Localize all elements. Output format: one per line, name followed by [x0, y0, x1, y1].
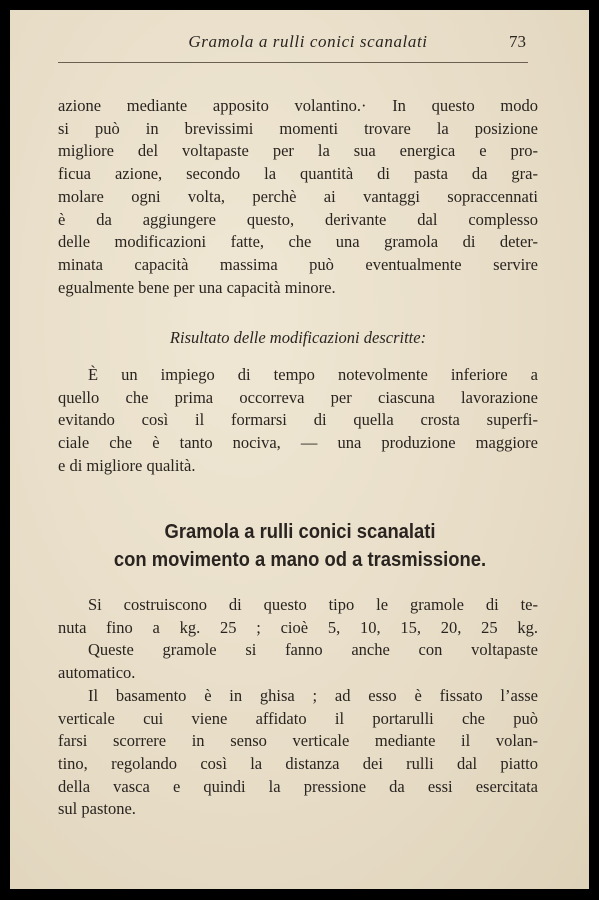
paragraph-line: delle modificazioni fatte, che una gramola di deter- [58, 232, 538, 252]
paragraph-line: minata capacità massima può eventualmente servire [58, 254, 538, 274]
paragraph-line: Si costruiscono di questo tipo le gramole di te- [88, 595, 538, 614]
paragraph-line: verticale cui viene affidato il portarulli che può [58, 708, 538, 728]
paragraph-line: tino, regolando così la distanza dei rulli dal piatto [58, 753, 538, 773]
paragraph-line: si può in brevissimi momenti trovare la posizione [58, 118, 538, 138]
paragraph-line: Il basamento è in ghisa ; ad esso è fissato l’asse [88, 685, 538, 705]
subheading: Risultato delle modificazioni descritte: [169, 328, 427, 347]
book-page [10, 10, 589, 889]
paragraph-line: ciale che è tanto nociva, — una produzione maggiore [58, 433, 538, 453]
running-head-title: Gramola a rulli conici scanalati [188, 32, 428, 51]
paragraph-line: nuta fino a kg. 25 ; cioè 5, 10, 15, 20, 25 kg. [58, 617, 538, 637]
paragraph-line: azione mediante apposito volantino.· In questo modo [58, 96, 538, 115]
running-head [58, 32, 526, 60]
paragraph-line: ficua azione, secondo la quantità di pasta da gra- [58, 164, 538, 184]
paragraph-line: della vasca e quindi la pressione da essi esercitata [58, 776, 538, 796]
paragraph-line: quello che prima occorreva per ciascuna lavorazione [58, 387, 538, 407]
header-rule [58, 62, 528, 63]
paragraph-line: molare ogni volta, perchè ai vantaggi sopraccennati [58, 186, 538, 206]
page-number: 73 [509, 32, 526, 51]
paragraph-line: egualmente bene per una capacità minore. [58, 277, 336, 297]
section-title-line-2: con movimento a mano od a trasmissione. [113, 549, 487, 571]
section-title-line-1: Gramola a rulli conici scanalati [164, 521, 436, 543]
paragraph-line: Queste gramole si fanno anche con voltapaste [88, 640, 538, 660]
paragraph-line: evitando così il formarsi di quella crosta superfi- [58, 410, 538, 430]
paragraph-1 [58, 95, 538, 299]
paragraph-line: È un impiego di tempo notevolmente inferiore a [88, 365, 538, 384]
paragraph-3 [58, 594, 538, 821]
paragraph-line: sul pastone. [58, 799, 136, 819]
paragraph-line: farsi scorrere in senso verticale mediante il volan- [58, 731, 538, 751]
section-title [70, 518, 530, 574]
paragraph-line: migliore del voltapaste per la sua energica e pro- [58, 141, 538, 161]
paragraph-line: è da aggiungere questo, derivante dal complesso [58, 209, 538, 229]
paragraph-line: e di migliore qualità. [58, 455, 196, 475]
paragraph-2 [58, 364, 538, 478]
paragraph-line: automatico. [58, 663, 136, 683]
